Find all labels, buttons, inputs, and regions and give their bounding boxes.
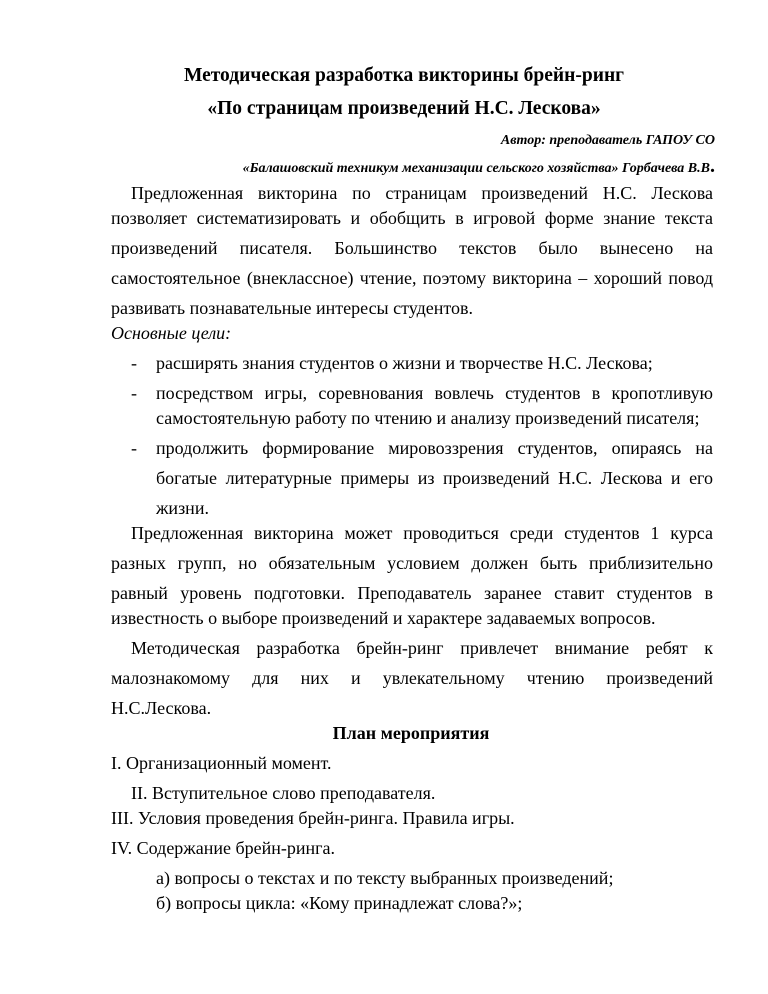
value-line-3: Н.С.Лескова.: [111, 698, 212, 718]
goal-2-dash: -: [131, 383, 137, 403]
goal-2-line-1: посредством игры, соревнования вовлечь студентов в кропотливую: [156, 383, 713, 403]
goal-2-line-2: самостоятельную работу по чтению и анализу произведений писателя;: [156, 408, 700, 428]
plan-subitem-b: б) вопросы цикла: «Кому принадлежат слова?»;: [156, 893, 523, 913]
value-line-1: Методическая разработка брейн-ринг привлечет внимание ребят к: [131, 638, 713, 658]
intro-line-2: позволяет систематизировать и обобщить в игровой форме знание текста: [111, 208, 713, 228]
intro-line-3: произведений писателя. Большинство текстов было вынесено на: [111, 238, 713, 258]
author-line-1: Автор: преподаватель ГАПОУ СО: [500, 133, 715, 148]
goal-1-line-1: расширять знания студентов о жизни и творчестве Н.С. Лескова;: [156, 353, 653, 373]
goal-3-line-2: богатые литературные примеры из произведений Н.С. Лескова и его: [156, 468, 713, 488]
plan-item-3: III. Условия проведения брейн-ринга. Правила игры.: [111, 808, 515, 828]
goal-3-dash: -: [131, 438, 137, 458]
document-title-line-1: Методическая разработка викторины брейн-ринг: [183, 65, 625, 86]
conditions-line-2: разных групп, но обязательным условием должен быть приблизительно: [111, 553, 713, 573]
goal-1-dash: -: [131, 353, 137, 373]
conditions-line-1: Предложенная викторина может проводиться среди студентов 1 курса: [131, 523, 713, 543]
goal-3-line-3: жизни.: [156, 498, 209, 518]
author-line-2: [243, 155, 715, 180]
value-line-2: малознакомому для них и увлекательному чтению произведений: [111, 668, 713, 688]
intro-line-5: развивать познавательные интересы студентов.: [111, 298, 474, 318]
intro-line-4: самостоятельное (внеклассное) чтение, поэтому викторина – хороший повод: [111, 268, 713, 288]
plan-item-4: IV. Содержание брейн-ринга.: [111, 838, 336, 858]
author-dot: .: [710, 155, 715, 177]
plan-item-2: II. Вступительное слово преподавателя.: [131, 783, 436, 803]
conditions-line-3: равный уровень подготовки. Преподаватель заранее ставит студентов в: [111, 583, 713, 603]
plan-subitem-a: а) вопросы о текстах и по тексту выбранных произведений;: [156, 868, 614, 888]
goal-3-line-1: продолжить формирование мировоззрения студентов, опираясь на: [156, 438, 713, 458]
plan-item-1: I. Организационный момент.: [111, 753, 332, 773]
intro-line-1: Предложенная викторина по страницам произведений Н.С. Лескова: [131, 183, 713, 203]
goals-heading: Основные цели:: [111, 323, 232, 343]
document-title-line-2: «По страницам произведений Н.С. Лескова»: [207, 98, 601, 119]
author-name-text: «Балашовский техникум механизации сельского хозяйства» Горбачева В.В: [242, 161, 710, 176]
plan-heading: План мероприятия: [332, 723, 490, 743]
conditions-line-4: известность о выборе произведений и характере задаваемых вопросов.: [111, 608, 656, 628]
